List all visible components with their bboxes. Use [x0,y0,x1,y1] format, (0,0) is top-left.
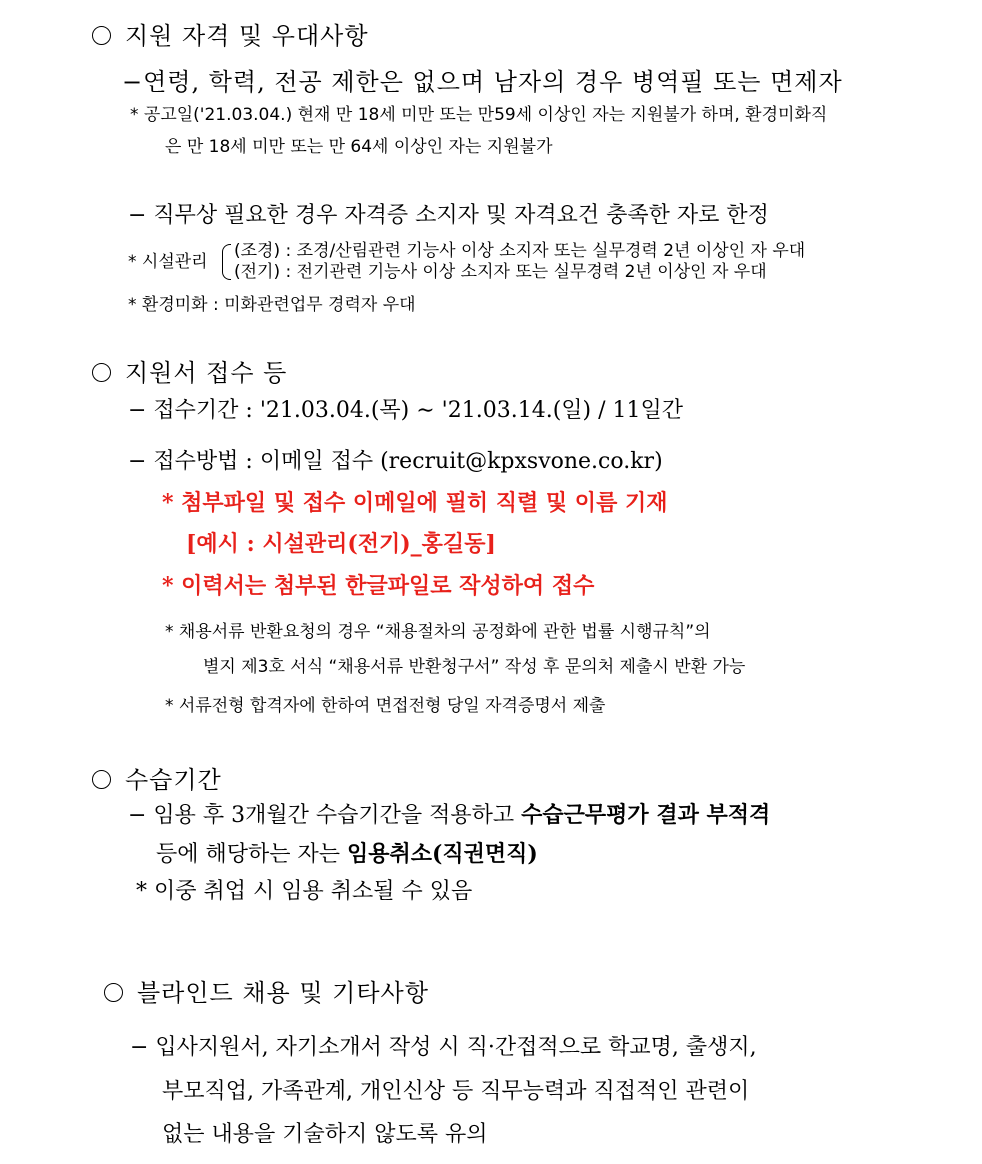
blind-line-2: 부모직업, 가족관계, 개인신상 등 직무능력과 직접적인 관련이 [162,1079,750,1104]
probation-bold: 수습근무평가 결과 부적격 [521,802,771,828]
env-cleaning: * 환경미화 : 미화관련업무 경력자 우대 [128,295,416,315]
probation-text: − 임용 후 3개월간 수습기간을 적용하고 [128,803,522,828]
section-title: 수습기간 [125,766,222,794]
circle-bullet-icon [92,770,111,789]
note-return-2: 별지 제3호 서식 “채용서류 반환청구서” 작성 후 문의처 제출시 반환 가능 [203,657,746,677]
section-application-heading [92,361,287,385]
qualification-line-1: −연령, 학력, 전공 제한은 없으며 남자의 경우 병역필 또는 면제자 [122,68,843,96]
section-blind-heading [104,981,429,1005]
section-title: 블라인드 채용 및 기타사항 [137,979,429,1007]
qualification-line-2: − 직무상 필요한 경우 자격증 소지자 및 자격요건 충족한 자로 한정 [128,203,769,228]
brace-icon [222,244,231,280]
circle-bullet-icon [92,363,111,382]
section-qualification-heading [92,24,369,48]
note-certificate: * 서류전형 합격자에 한하여 면접전형 당일 자격증명서 제출 [165,696,606,716]
application-method: − 접수방법 : 이메일 접수 (recruit@kpxsvone.co.kr) [128,449,663,474]
facility-electric: (전기) : 전기관련 기능사 이상 소지자 또는 실무경력 2년 이상인 자 우대 [234,262,767,282]
probation-bold: 임용취소(직권면직) [347,841,538,867]
facility-landscape: (조경) : 조경/산림관련 기능사 이상 소지자 또는 실무경력 2년 이상인 자 우대 [234,241,806,261]
facility-label: * 시설관리 [128,252,208,272]
qualification-note-1b: 은 만 18세 미만 또는 만 64세 이상인 자는 지원불가 [165,137,553,157]
blind-line-3: 없는 내용을 기술하지 않도록 유의 [162,1122,488,1147]
section-probation-heading [92,768,222,792]
probation-line-2 [156,843,538,866]
note-return-1: * 채용서류 반환요청의 경우 “채용절차의 공정화에 관한 법률 시행규칙”의 [165,622,711,642]
probation-line-1 [128,804,770,827]
red-notice-attachment: * 첨부파일 및 접수 이메일에 필히 직렬 및 이름 기재 [162,490,668,516]
section-title: 지원서 접수 등 [125,359,288,387]
circle-bullet-icon [92,26,111,45]
circle-bullet-icon [104,983,123,1002]
application-period: − 접수기간 : '21.03.04.(목) ∼ '21.03.14.(일) / 11일간 [128,398,684,423]
blind-line-1: − 입사지원서, 자기소개서 작성 시 직·간접적으로 학교명, 출생지, [130,1035,757,1060]
probation-note: * 이중 취업 시 임용 취소될 수 있음 [136,879,473,904]
red-notice-resume: * 이력서는 첨부된 한글파일로 작성하여 접수 [162,573,595,599]
red-notice-example: [예시 : 시설관리(전기)_홍길동] [186,531,496,557]
section-title: 지원 자격 및 우대사항 [125,22,369,50]
qualification-note-1a: * 공고일('21.03.04.) 현재 만 18세 미만 또는 만59세 이상인 자는 지원불가 하며, 환경미화직 [130,105,828,125]
probation-text: 등에 해당하는 자는 [156,842,347,867]
